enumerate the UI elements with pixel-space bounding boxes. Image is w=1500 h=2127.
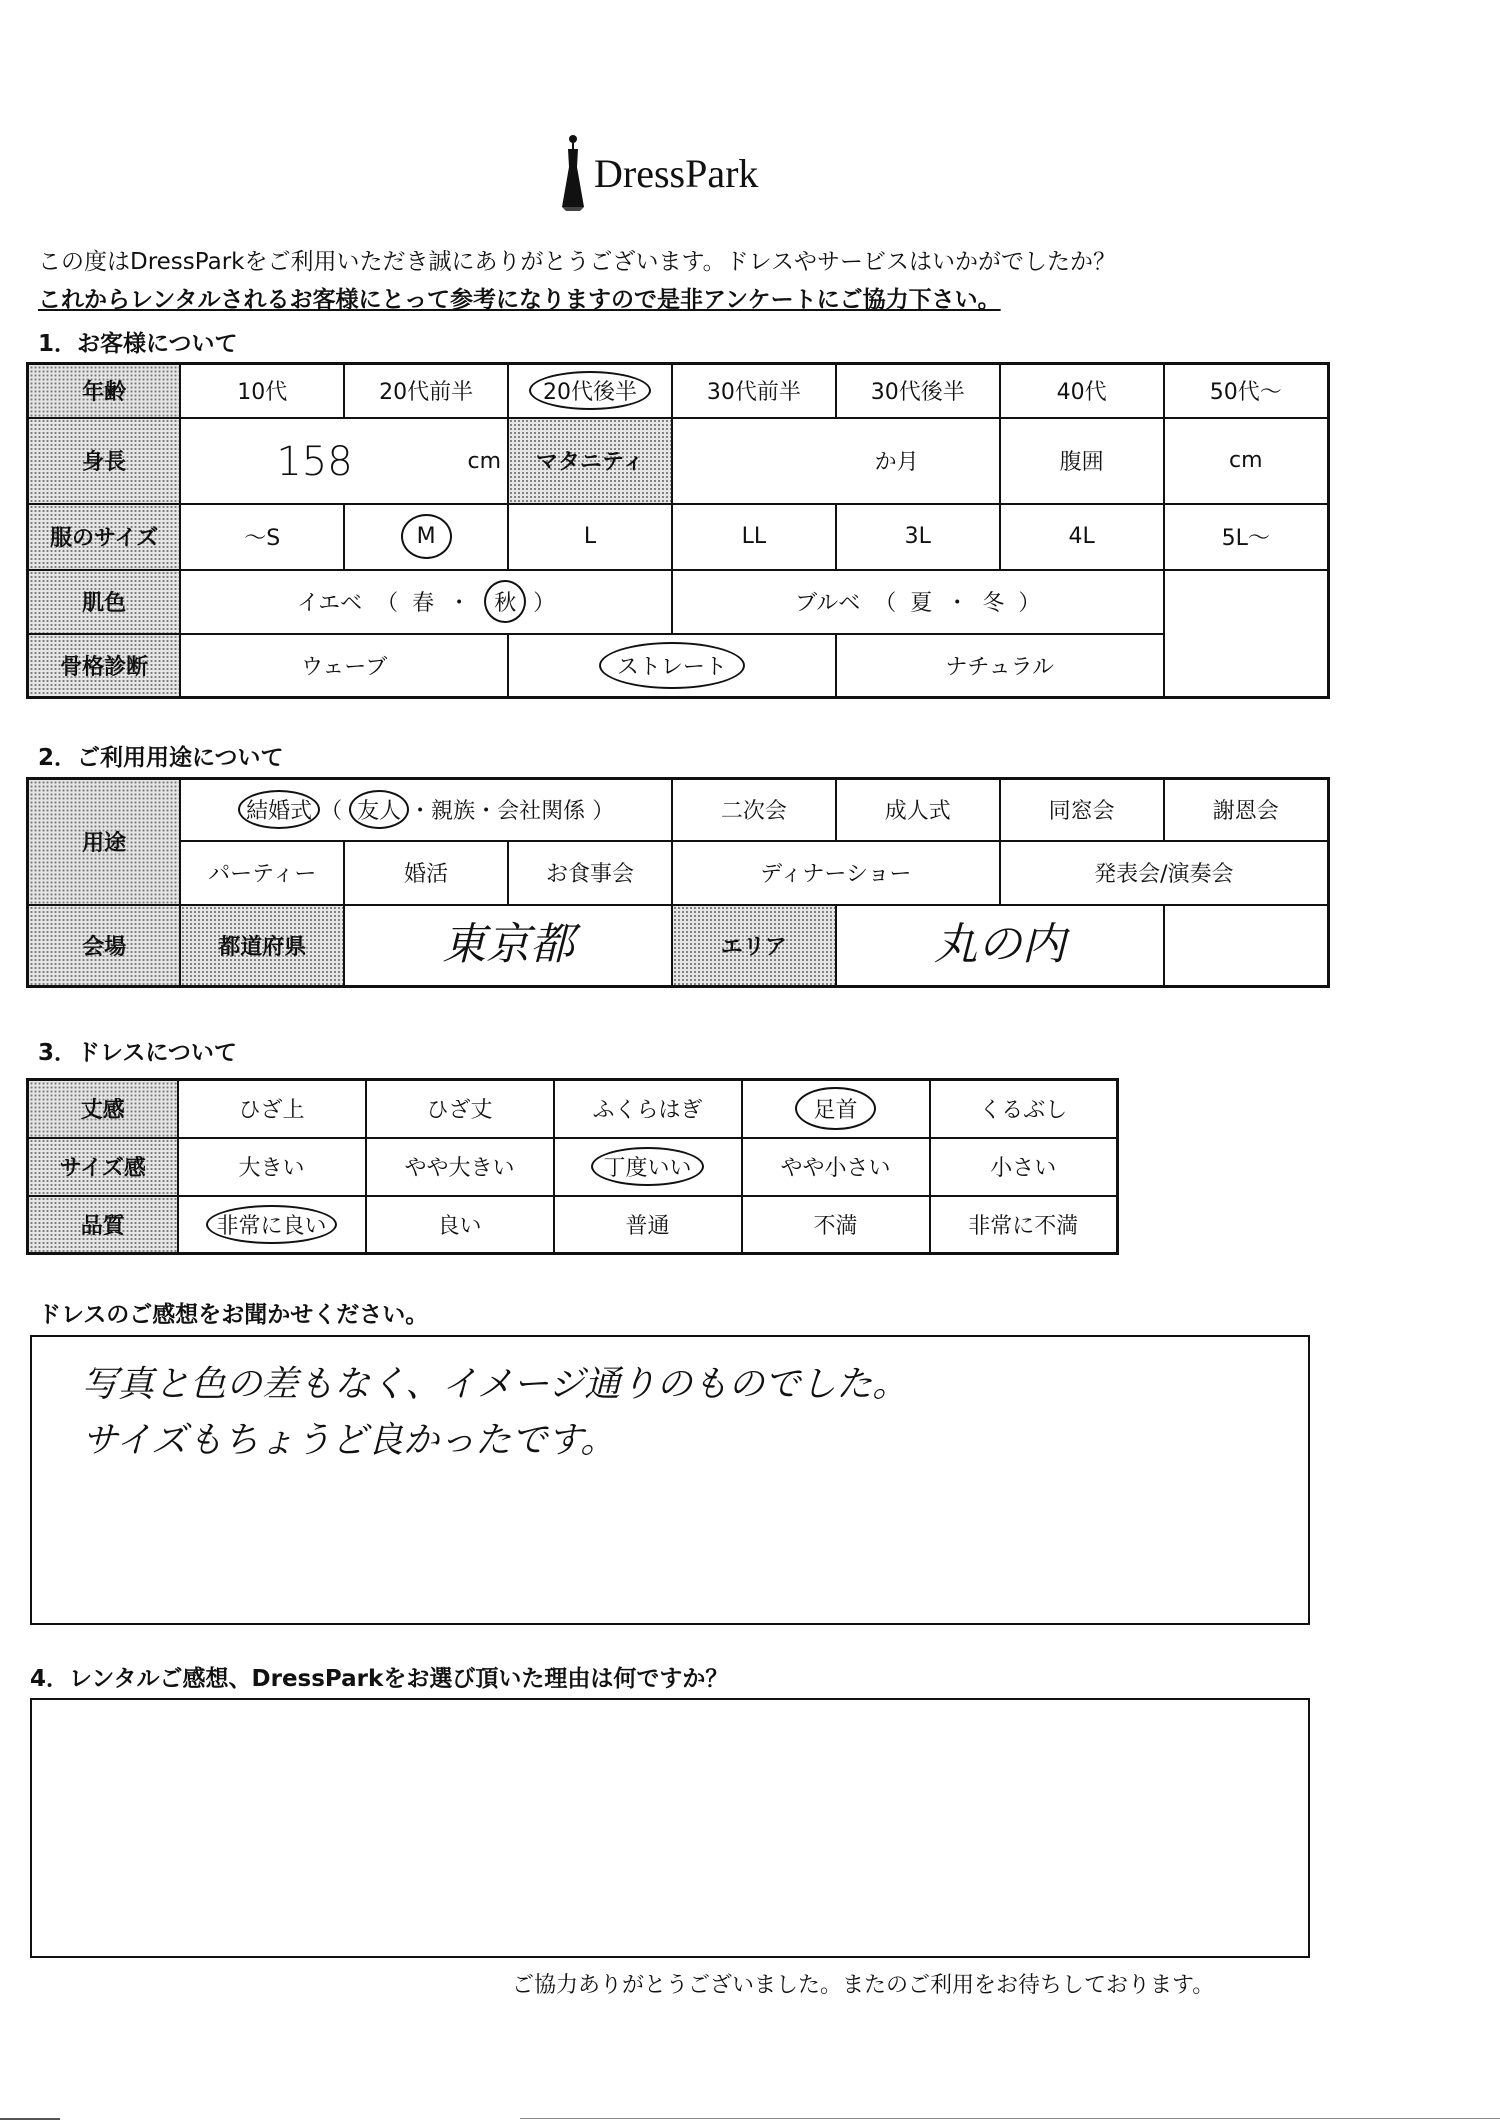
logo-text: DressPark [594, 150, 759, 196]
section2-title: 2．ご利用用途について [38, 745, 284, 771]
venue-label: 会場 [28, 905, 181, 987]
height-field[interactable] [180, 418, 508, 504]
quality-option[interactable]: 非常に不満 [930, 1196, 1118, 1254]
footer-thanks: ご協力ありがとうございました。またのご利用をお待ちしております。 [512, 1973, 1215, 1998]
season-summer[interactable]: 夏 [910, 591, 933, 616]
intro-text: この度はDressParkをご利用いただき誠にありがとうございます。ドレスやサービスはいかがでしたか？ [38, 249, 1116, 275]
age-option[interactable]: 10代 [180, 364, 344, 418]
age-label: 年齢 [28, 364, 181, 418]
dot-separator: ・ [409, 799, 432, 825]
usage-option[interactable]: 同窓会 [1000, 779, 1164, 841]
age-option[interactable]: 30代前半 [672, 364, 836, 418]
frame-option[interactable]: ウェーブ [180, 634, 508, 698]
paren-close: ） [1018, 591, 1041, 616]
intro-request: これからレンタルされるお客様にとって参考になりますので是非アンケートにご協力下さい。 [38, 287, 1001, 313]
age-option[interactable]: 40代 [1000, 364, 1164, 418]
usage-row-2 [28, 841, 1329, 905]
length-option[interactable]: くるぶし [930, 1080, 1118, 1138]
section1-title: 1．お客様について [38, 331, 238, 357]
yellow-base-label: イエベ [297, 591, 363, 616]
selection-circle: 丁度いい [591, 1147, 703, 1186]
dot-separator: ・ [475, 799, 498, 825]
season-spring[interactable]: 春 [412, 591, 435, 616]
height-row [28, 418, 1329, 504]
dot-separator: ・ [946, 591, 969, 616]
wedding-company[interactable]: 会社関係 [497, 799, 586, 825]
dress-table [26, 1078, 1119, 1255]
size-row [28, 504, 1329, 570]
size-option[interactable]: 〜S [180, 504, 344, 570]
empty-cell [1164, 634, 1329, 698]
paren-open: （ [320, 799, 343, 825]
usage-option[interactable]: お食事会 [508, 841, 672, 905]
length-option-selected[interactable] [742, 1080, 930, 1138]
wedding-option[interactable] [180, 779, 672, 841]
age-option[interactable]: 30代後半 [836, 364, 1000, 418]
length-option[interactable]: ひざ上 [178, 1080, 366, 1138]
fit-option[interactable]: やや小さい [742, 1138, 930, 1196]
frame-label: 骨格診断 [28, 634, 181, 698]
brand-logo [560, 128, 758, 218]
blue-base-label: ブルベ [795, 591, 861, 616]
maternity-label: マタニティ [508, 418, 672, 504]
usage-table [26, 777, 1330, 988]
frame-option-selected[interactable] [508, 634, 836, 698]
usage-row-1 [28, 779, 1329, 841]
season-winter[interactable]: 冬 [982, 591, 1005, 616]
scan-edge-line [0, 2118, 60, 2120]
quality-label: 品質 [28, 1196, 178, 1254]
fit-option[interactable]: 大きい [178, 1138, 366, 1196]
size-option[interactable]: 4L [1000, 504, 1164, 570]
impression-line-1: 写真と色の差もなく、イメージ通りのものでした。 [82, 1364, 909, 1405]
frame-row [28, 634, 1329, 698]
paren-close: ） [592, 799, 615, 825]
dress-icon [560, 133, 586, 213]
wedding-friend-selected[interactable]: 友人 [349, 790, 409, 829]
impressions-box[interactable] [30, 1335, 1310, 1625]
usage-option[interactable]: 発表会/演奏会 [1000, 841, 1329, 905]
impression-line-2: サイズもちょうど良かったです。 [82, 1420, 617, 1461]
age-row [28, 364, 1329, 418]
area-label: エリア [672, 905, 836, 987]
usage-option[interactable]: 謝恩会 [1164, 779, 1329, 841]
wedding-selected[interactable]: 結婚式 [238, 790, 320, 829]
usage-option[interactable]: 成人式 [836, 779, 1000, 841]
skin-label: 肌色 [28, 570, 181, 634]
height-unit: cm [467, 448, 502, 474]
empty-cell [1164, 570, 1329, 634]
size-label: 服のサイズ [28, 504, 181, 570]
venue-row [28, 905, 1329, 987]
quality-option[interactable]: 良い [366, 1196, 554, 1254]
age-option[interactable]: 50代〜 [1164, 364, 1329, 418]
wedding-family[interactable]: 親族 [431, 799, 476, 825]
selection-circle: M [401, 514, 452, 559]
selection-circle: 非常に良い [206, 1205, 336, 1244]
section3-title: 3．ドレスについて [38, 1040, 237, 1066]
selection-circle: ストレート [599, 642, 745, 689]
waist-unit[interactable]: cm [1164, 418, 1329, 504]
length-label: 丈感 [28, 1080, 178, 1138]
empty-cell [1164, 905, 1329, 987]
length-option[interactable]: ふくらはぎ [554, 1080, 742, 1138]
prefecture-value[interactable]: 東京都 [344, 905, 672, 987]
fit-option[interactable]: 小さい [930, 1138, 1118, 1196]
age-option-selected[interactable] [508, 364, 672, 418]
impressions-title: ドレスのご感想をお聞かせください。 [38, 1302, 429, 1328]
usage-option[interactable]: 二次会 [672, 779, 836, 841]
quality-option-selected[interactable] [178, 1196, 366, 1254]
size-option[interactable]: 5L〜 [1164, 504, 1329, 570]
paren-open: （ [376, 591, 399, 616]
quality-row [28, 1196, 1118, 1254]
purpose-label: 用途 [28, 779, 181, 905]
customer-table [26, 362, 1330, 699]
size-option[interactable]: 3L [836, 504, 1000, 570]
fit-row [28, 1138, 1118, 1196]
usage-option[interactable]: パーティー [180, 841, 344, 905]
maternity-months[interactable]: か月 [672, 418, 1000, 504]
fit-option-selected[interactable] [554, 1138, 742, 1196]
season-autumn-selected[interactable]: 秋 [484, 580, 526, 623]
blue-base-option[interactable] [672, 570, 1164, 634]
selection-circle: 20代後半 [529, 371, 651, 410]
fit-label: サイズ感 [28, 1138, 178, 1196]
skin-row [28, 570, 1329, 634]
waist-label: 腹囲 [1000, 418, 1164, 504]
reason-box[interactable] [30, 1698, 1310, 1958]
scan-edge-line [520, 2118, 1500, 2119]
age-option[interactable]: 20代前半 [344, 364, 508, 418]
paren-close: ） [533, 591, 556, 616]
area-value[interactable]: 丸の内 [836, 905, 1164, 987]
size-option[interactable]: L [508, 504, 672, 570]
height-value: 158 [276, 438, 353, 485]
usage-option[interactable]: ディナーショー [672, 841, 1000, 905]
fit-option[interactable]: やや大きい [366, 1138, 554, 1196]
frame-option[interactable]: ナチュラル [836, 634, 1164, 698]
quality-option[interactable]: 普通 [554, 1196, 742, 1254]
length-row [28, 1080, 1118, 1138]
size-option-selected[interactable] [344, 504, 508, 570]
length-option[interactable]: ひざ丈 [366, 1080, 554, 1138]
size-option[interactable]: LL [672, 504, 836, 570]
dot-separator: ・ [448, 591, 471, 616]
section4-title: 4．レンタルご感想、DressParkをお選び頂いた理由は何ですか？ [30, 1666, 729, 1692]
height-label: 身長 [28, 418, 181, 504]
quality-option[interactable]: 不満 [742, 1196, 930, 1254]
usage-option[interactable]: 婚活 [344, 841, 508, 905]
prefecture-label: 都道府県 [180, 905, 344, 987]
selection-circle: 足首 [795, 1087, 875, 1130]
yellow-base-option[interactable] [180, 570, 672, 634]
paren-open: （ [874, 591, 897, 616]
